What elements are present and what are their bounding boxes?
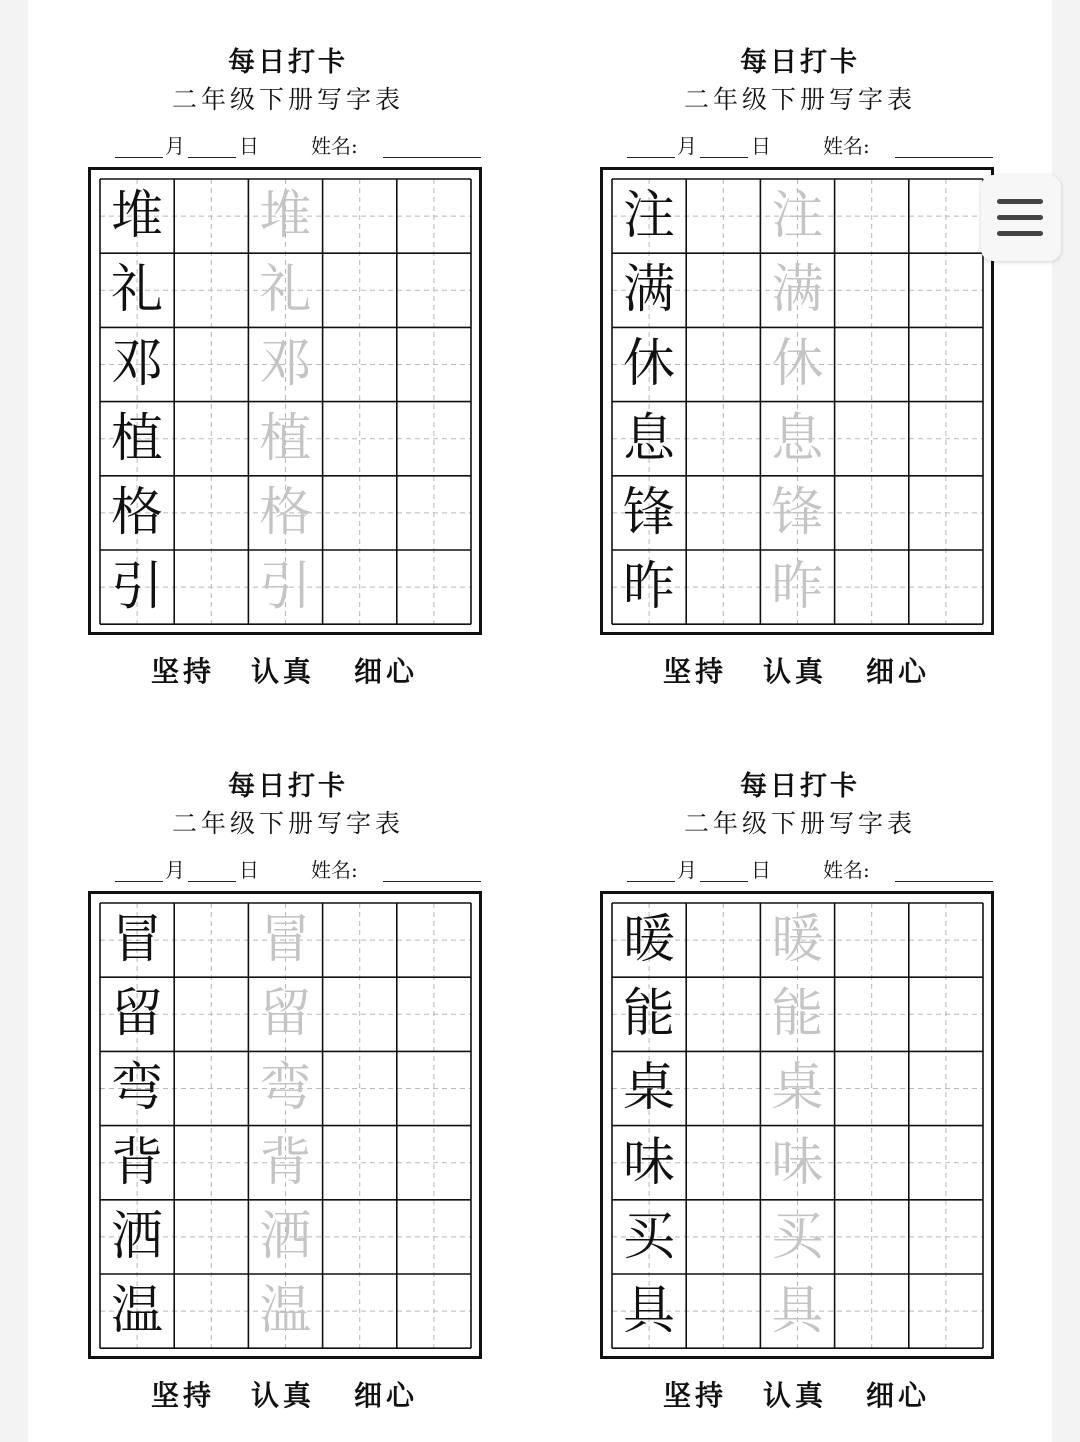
date-name-line	[627, 854, 999, 884]
trace-character: 昨	[771, 557, 824, 617]
model-character: 昨	[622, 557, 675, 617]
motto-item: 坚持	[151, 1379, 216, 1412]
trace-character: 温	[259, 1281, 312, 1341]
sheet-subtitle: 二年级下册写字表	[683, 809, 916, 838]
name-label: 姓名:	[311, 134, 358, 158]
model-character: 植	[110, 408, 163, 469]
motto-item: 细心	[866, 655, 931, 688]
date-name-line	[115, 854, 487, 884]
trace-character: 背	[259, 1132, 312, 1193]
month-blank[interactable]	[115, 881, 163, 882]
motto-item: 坚持	[151, 655, 216, 688]
day-blank[interactable]	[188, 157, 236, 158]
month-label: 月	[677, 858, 697, 882]
trace-character: 留	[259, 984, 312, 1045]
model-character: 满	[622, 260, 675, 321]
name-label: 姓名:	[823, 134, 870, 158]
trace-character: 买	[771, 1206, 824, 1267]
model-character: 买	[622, 1206, 675, 1267]
motto-item: 细心	[866, 1379, 931, 1412]
motto	[88, 650, 488, 686]
day-label: 日	[239, 858, 259, 882]
model-character: 背	[110, 1132, 163, 1193]
trace-character: 满	[771, 260, 824, 321]
practice-sheet	[88, 724, 488, 1424]
motto	[600, 650, 1000, 686]
trace-character: 弯	[259, 1058, 312, 1119]
trace-character: 冒	[259, 910, 312, 970]
trace-character: 格	[259, 482, 312, 543]
trace-character: 礼	[259, 260, 312, 321]
day-blank[interactable]	[188, 881, 236, 882]
practice-sheet	[600, 0, 1000, 700]
model-character: 引	[110, 557, 163, 617]
model-character: 锋	[622, 482, 675, 543]
trace-character: 邓	[259, 334, 312, 395]
sheet-subtitle: 二年级下册写字表	[171, 809, 404, 838]
trace-character: 具	[771, 1281, 824, 1341]
name-blank[interactable]	[895, 157, 993, 158]
trace-character: 堆	[259, 186, 312, 246]
model-character: 能	[622, 984, 675, 1045]
motto-item: 认真	[763, 655, 828, 688]
name-blank[interactable]	[895, 881, 993, 882]
motto-item: 认真	[763, 1379, 828, 1412]
motto-item: 坚持	[663, 655, 728, 688]
month-blank[interactable]	[115, 157, 163, 158]
practice-sheet	[88, 0, 488, 700]
month-blank[interactable]	[627, 157, 675, 158]
model-character: 桌	[622, 1058, 675, 1119]
motto-item: 认真	[251, 1379, 316, 1412]
motto-item: 细心	[354, 1379, 419, 1412]
trace-character: 能	[771, 984, 824, 1045]
trace-character: 息	[771, 408, 824, 469]
model-character: 注	[622, 186, 675, 246]
trace-character: 洒	[259, 1206, 312, 1267]
day-blank[interactable]	[700, 881, 748, 882]
motto	[600, 1374, 1000, 1410]
model-character: 堆	[110, 186, 163, 246]
trace-character: 锋	[771, 482, 824, 543]
model-character: 留	[110, 984, 163, 1045]
worksheet-page	[28, 0, 1052, 1442]
writing-grid	[88, 167, 482, 635]
model-character: 具	[622, 1281, 675, 1341]
model-character: 温	[110, 1281, 163, 1341]
motto-item: 认真	[251, 655, 316, 688]
trace-character: 植	[259, 408, 312, 469]
name-label: 姓名:	[823, 858, 870, 882]
sheet-title: 每日打卡	[228, 47, 348, 78]
date-name-line	[627, 130, 999, 160]
model-character: 冒	[110, 910, 163, 970]
month-label: 月	[165, 858, 185, 882]
model-character: 格	[110, 482, 163, 543]
day-label: 日	[751, 134, 771, 158]
model-character: 邓	[110, 334, 163, 395]
model-character: 洒	[110, 1206, 163, 1267]
day-blank[interactable]	[700, 157, 748, 158]
writing-grid	[88, 891, 482, 1359]
model-character: 弯	[110, 1058, 163, 1119]
model-character: 息	[622, 408, 675, 469]
motto	[88, 1374, 488, 1410]
model-character: 礼	[110, 260, 163, 321]
motto-item: 细心	[354, 655, 419, 688]
month-label: 月	[165, 134, 185, 158]
trace-character: 休	[771, 334, 824, 395]
sheet-title: 每日打卡	[740, 771, 860, 802]
menu-button[interactable]	[981, 175, 1061, 261]
trace-character: 桌	[771, 1058, 824, 1119]
name-label: 姓名:	[311, 858, 358, 882]
model-character: 休	[622, 334, 675, 395]
month-label: 月	[677, 134, 697, 158]
trace-character: 暖	[771, 910, 824, 970]
trace-character: 注	[771, 186, 824, 246]
name-blank[interactable]	[383, 881, 481, 882]
month-blank[interactable]	[627, 881, 675, 882]
model-character: 味	[622, 1132, 675, 1193]
sheet-title: 每日打卡	[740, 47, 860, 78]
trace-character: 引	[259, 557, 312, 617]
sheet-subtitle: 二年级下册写字表	[171, 85, 404, 114]
sheet-title: 每日打卡	[228, 771, 348, 802]
trace-character: 味	[771, 1132, 824, 1193]
motto-item: 坚持	[663, 1379, 728, 1412]
day-label: 日	[239, 134, 259, 158]
practice-sheet	[600, 724, 1000, 1424]
day-label: 日	[751, 858, 771, 882]
writing-grid	[600, 167, 994, 635]
writing-grid	[600, 891, 994, 1359]
sheet-subtitle: 二年级下册写字表	[683, 85, 916, 114]
date-name-line	[115, 130, 487, 160]
model-character: 暖	[622, 910, 675, 970]
name-blank[interactable]	[383, 157, 481, 158]
